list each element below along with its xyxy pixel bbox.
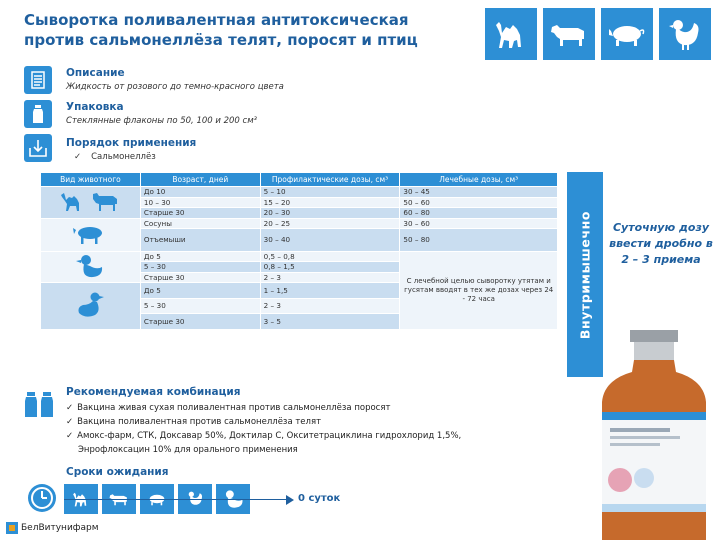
check-icon: ✓ [74,152,82,162]
inbox-arrow-icon [24,134,52,162]
column-header: Профилактические дозы, см³ [260,173,400,187]
therapeutic-cell: 60 – 80 [400,208,558,219]
cow-icon [543,8,595,60]
prophylactic-cell: 0,8 – 1,5 [260,262,400,273]
prophylactic-cell: 20 – 30 [260,208,400,219]
age-cell: Отъемыши [140,229,260,251]
vial-icon [24,100,52,128]
brand-name: БелВитунифарм [21,523,99,533]
route-label-text: Внутримышечно [577,210,593,339]
chicken-icon [659,8,711,60]
combination-item: ✓ Вакцина поливалентная против сальмонеллёза телят [66,417,322,427]
age-cell: До 10 [140,187,260,198]
prophylactic-cell: 15 – 20 [260,197,400,208]
usage-item-label: Сальмонеллёз [91,152,156,162]
combination-item: ✓ Амокс-фарм, СТК, Доксавар 50%, Доктилар С, Окситетрациклина гидрохлорид 1,5%, [66,431,462,441]
age-cell: Сосуны [140,218,260,229]
table-row [41,251,558,262]
poultry-note: С лечебной целью сыворотку утятам и гусятам вводят в тех же дозах через 24 - 72 часа [400,251,558,330]
age-cell: Старше 30 [140,272,260,283]
combination-item: ✓ Вакцина живая сухая поливалентная против сальмонеллёза поросят [66,403,391,413]
prophylactic-cell: 30 – 40 [260,229,400,251]
prophylactic-cell: 1 – 1,5 [260,283,400,299]
age-cell: Старше 30 [140,314,260,330]
packaging-title: Упаковка [66,101,124,113]
withdrawal-arrow-line [64,499,290,500]
duckling-icon [76,255,102,277]
description-title: Описание [66,67,125,79]
prophylactic-cell: 2 – 3 [260,298,400,314]
combination-item-continuation: Энрофлоксацин 10% для орального применения [78,445,298,455]
piglet-cell [41,218,141,251]
usage-title: Порядок применения [66,137,197,149]
age-cell: 5 – 30 [140,298,260,314]
prophylactic-cell: 5 – 10 [260,187,400,198]
dose-table [40,172,558,330]
age-cell: 5 – 30 [140,262,260,273]
usage-item [74,152,156,162]
column-header: Вид животного [41,173,141,187]
table-row [41,218,558,229]
therapeutic-cell: 30 – 45 [400,187,558,198]
combination-title: Рекомендуемая комбинация [66,386,241,398]
age-cell: Старше 30 [140,208,260,219]
arrow-right-icon [286,495,294,505]
therapeutic-cell: 30 – 60 [400,218,558,229]
brand-logo-icon [6,522,18,534]
calf-camel-cell [41,187,141,219]
prophylactic-cell: 3 – 5 [260,314,400,330]
dose-note: Суточную дозу ввести дробно в 2 – 3 приема [609,221,713,266]
product-bottle-image [596,330,712,540]
camel-icon [485,8,537,60]
gosling-icon [79,293,105,317]
pig-icon [601,8,653,60]
page-title: Сыворотка поливалентная антитоксическая против сальмонеллёза телят, поросят и птиц [24,11,418,49]
calf-icon [93,193,117,211]
age-cell: До 5 [140,283,260,299]
table-row [41,187,558,198]
prophylactic-cell: 20 – 25 [260,218,400,229]
age-cell: 10 – 30 [140,197,260,208]
column-header: Лечебные дозы, см³ [400,173,558,187]
header-animal-icons [485,8,711,60]
vials-icon [24,390,56,418]
prophylactic-cell: 2 – 3 [260,272,400,283]
packaging-text: Стеклянные флаконы по 50, 100 и 200 см³ [66,116,258,126]
therapeutic-cell: 50 – 80 [400,229,558,251]
brand-logo [6,522,99,534]
check-icon: ✓ [66,417,74,427]
age-cell: До 5 [140,251,260,262]
prophylactic-cell: 0,5 – 0,8 [260,251,400,262]
duckling-cell [41,251,141,283]
withdrawal-value: 0 суток [298,493,341,504]
therapeutic-cell: 50 – 60 [400,197,558,208]
check-icon: ✓ [66,431,74,441]
check-icon: ✓ [66,403,74,413]
table-header [41,173,558,187]
piglet-icon [73,227,102,244]
clock-icon [28,484,56,512]
camel-calf-icon [61,193,79,211]
gosling-cell [41,283,141,330]
withdrawal-title: Сроки ожидания [66,466,169,478]
description-text: Жидкость от розового до темно-красного цвета [66,82,284,92]
column-header: Возраст, дней [140,173,260,187]
document-icon [24,66,52,94]
